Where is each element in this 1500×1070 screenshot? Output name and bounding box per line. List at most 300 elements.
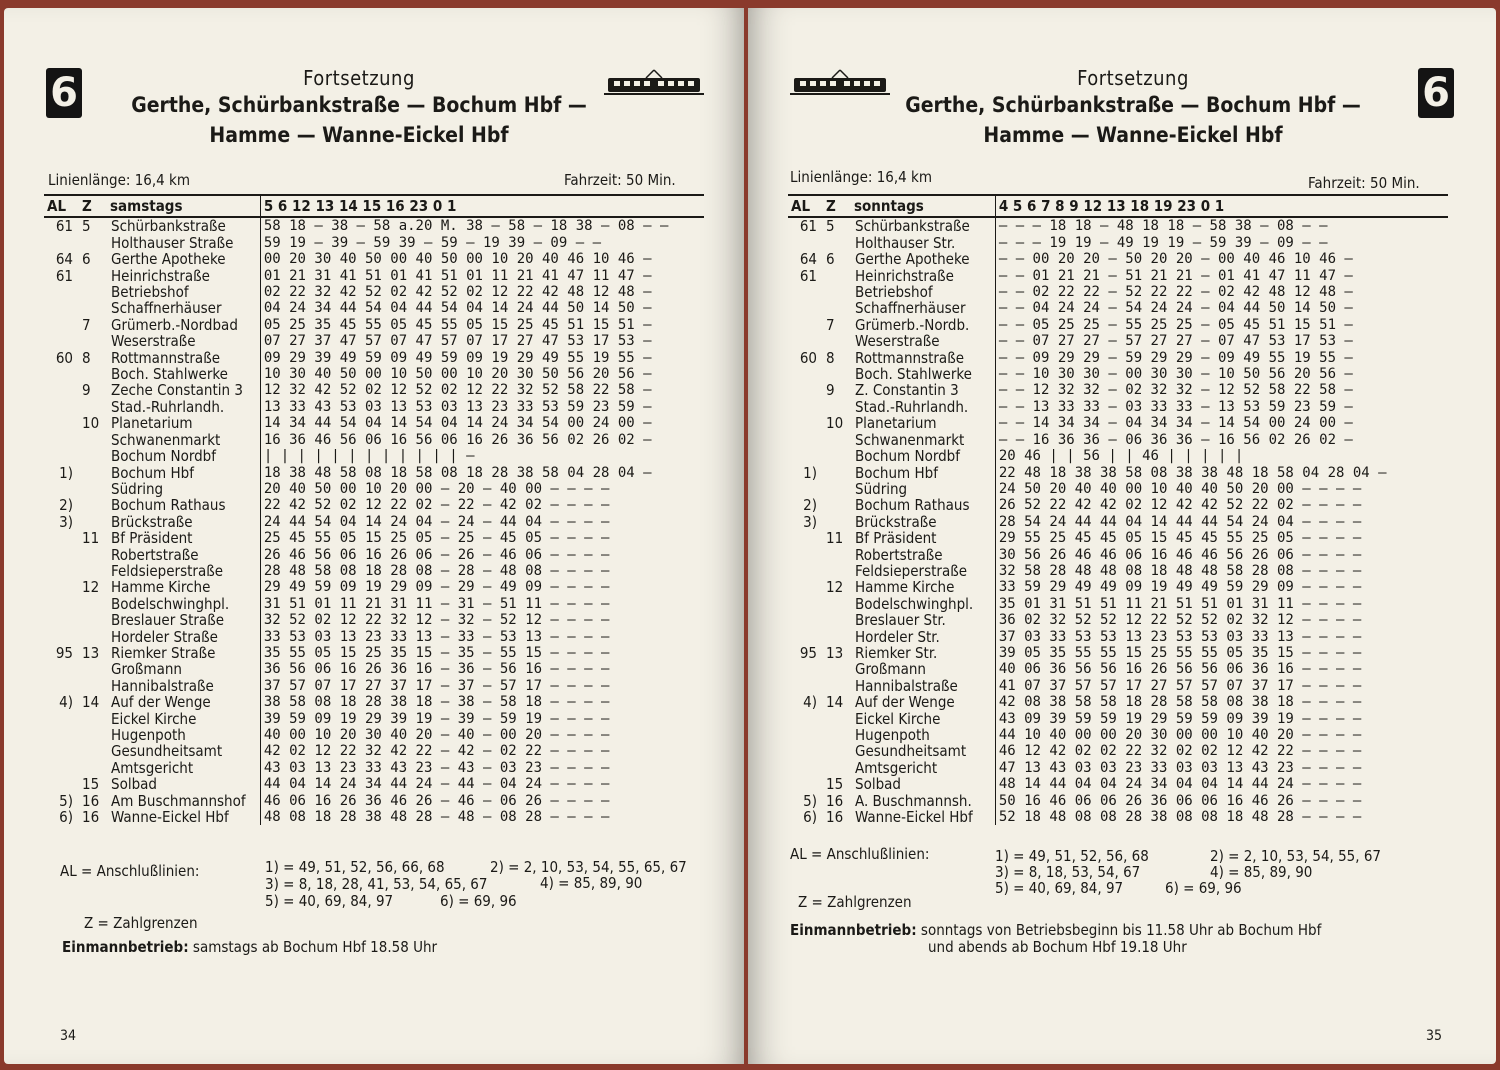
cell-station: Gesundheitsamt xyxy=(111,742,223,761)
table-row xyxy=(788,465,1448,481)
cell-al xyxy=(788,629,823,645)
cell-z: 8 xyxy=(826,348,835,367)
cell-times: — — 04 24 24 — 54 24 24 — 04 44 50 14 50 — xyxy=(995,300,1448,316)
table-row xyxy=(44,481,704,497)
al-note-1: 1) = 49, 51, 52, 56, 66, 68 xyxy=(265,858,445,876)
cell-times: 26 46 56 06 16 26 06 — 26 — 46 06 — — — — xyxy=(260,547,704,563)
cell-z xyxy=(79,547,107,563)
cell-z: 7 xyxy=(82,315,91,334)
cell-al xyxy=(788,235,823,251)
cell-station: Betriebshof xyxy=(855,283,933,302)
cell-times: 10 30 40 50 00 10 50 00 10 20 30 50 56 20 56 — xyxy=(260,366,704,382)
table-row xyxy=(788,579,1448,595)
cell-station: Auf der Wenge xyxy=(111,693,211,712)
cell-station: Hannibalstraße xyxy=(855,676,958,695)
cell-station: Bochum Hbf xyxy=(111,463,194,482)
cell-times: 25 45 55 05 15 25 05 — 25 — 45 05 — — — — xyxy=(260,530,704,546)
cell-times: — — 00 20 20 — 50 20 20 — 00 40 46 10 46 — xyxy=(995,251,1448,267)
cell-station: Weserstraße xyxy=(111,332,196,351)
col-z: Z xyxy=(823,195,851,217)
table-row xyxy=(44,399,704,415)
travel-time: Fahrzeit: 50 Min. xyxy=(564,171,676,189)
table-row xyxy=(44,497,704,513)
cell-station: Bochum Hbf xyxy=(855,463,938,482)
cell-al xyxy=(788,563,823,579)
cell-station: Gerthe Apotheke xyxy=(855,250,970,269)
cell-al: 61 xyxy=(55,217,73,236)
cell-z: 16 xyxy=(82,808,100,827)
cell-station: Feldsieperstraße xyxy=(111,561,224,580)
table-row xyxy=(44,268,704,284)
cell-z: 10 xyxy=(82,414,100,433)
cell-station: Z. Constantin 3 xyxy=(855,381,959,400)
cell-times: 32 58 28 48 48 08 18 48 48 58 28 08 — — — — xyxy=(995,563,1448,579)
z-legend: Z = Zahlgrenzen xyxy=(798,893,912,911)
cell-al: 4) xyxy=(59,693,73,712)
cell-al xyxy=(44,547,79,563)
table-row xyxy=(44,776,704,792)
cell-times: — — 07 27 27 — 57 27 27 — 07 47 53 17 53 — xyxy=(995,333,1448,349)
table-row xyxy=(44,596,704,612)
cell-al xyxy=(44,399,79,415)
cell-al xyxy=(788,530,823,546)
table-row xyxy=(44,217,704,234)
cell-al xyxy=(44,300,79,316)
table-row xyxy=(44,465,704,481)
cell-station: Stad.-Ruhrlandh. xyxy=(855,397,969,416)
cell-z: 11 xyxy=(826,529,844,548)
cell-al xyxy=(44,661,79,677)
cell-al xyxy=(788,399,823,415)
cell-times: 31 51 01 11 21 31 11 — 31 — 51 11 — — — — xyxy=(260,596,704,612)
cell-z: 12 xyxy=(826,578,844,597)
al-note-5: 5) = 40, 69, 84, 97 xyxy=(265,892,394,910)
table-row xyxy=(788,661,1448,677)
cell-station: Bf Präsident xyxy=(855,529,937,548)
cell-times: — — 02 22 22 — 52 22 22 — 02 42 48 12 48 — xyxy=(995,284,1448,300)
cell-z xyxy=(79,563,107,579)
cell-station: Gesundheitsamt xyxy=(855,742,967,761)
cell-al xyxy=(788,612,823,628)
cell-times: 33 53 03 13 23 33 13 — 33 — 53 13 — — — — xyxy=(260,629,704,645)
cell-al: 60 xyxy=(55,348,73,367)
table-row xyxy=(788,382,1448,398)
cell-station: Zeche Constantin 3 xyxy=(111,381,243,400)
cell-z xyxy=(823,612,851,628)
table-row xyxy=(44,793,704,809)
table-row xyxy=(44,317,704,333)
tram-icon xyxy=(604,68,704,98)
al-note-1: 1) = 49, 51, 52, 56, 68 xyxy=(995,847,1149,865)
cell-al xyxy=(44,678,79,694)
cell-al xyxy=(44,711,79,727)
cell-times: 59 19 — 39 — 59 39 — 59 — 19 39 — 09 — — xyxy=(260,235,704,251)
table-row xyxy=(788,481,1448,497)
cell-times: 44 04 14 24 34 44 24 — 44 — 04 24 — — — — xyxy=(260,776,704,792)
table-row xyxy=(44,612,704,628)
cell-station: Bochum Nordbf xyxy=(855,447,960,466)
cell-times: 37 03 33 53 53 13 23 53 53 03 33 13 — — — — xyxy=(995,629,1448,645)
cell-times: 28 54 24 44 44 04 14 44 44 54 24 04 — — — — xyxy=(995,514,1448,530)
cell-times: 37 57 07 17 27 37 17 — 37 — 57 17 — — — — xyxy=(260,678,704,694)
cell-station: Schürbankstraße xyxy=(111,217,226,236)
table-row xyxy=(788,678,1448,694)
cell-z: 13 xyxy=(82,643,100,662)
cell-z: 9 xyxy=(82,381,91,400)
cell-z xyxy=(823,333,851,349)
page-number: 35 xyxy=(1425,1028,1442,1044)
line-number-badge: 6 xyxy=(1418,68,1454,118)
one-man-text: samstags ab Bochum Hbf 18.58 Uhr xyxy=(192,938,438,956)
cell-times: 33 59 29 49 49 09 19 49 49 59 29 09 — — — — xyxy=(995,579,1448,595)
table-row xyxy=(788,251,1448,267)
cell-station: Hamme Kirche xyxy=(855,578,955,597)
route-line-2: Hamme — Wanne-Eickel Hbf xyxy=(209,123,509,147)
table-row xyxy=(44,382,704,398)
cell-z xyxy=(79,629,107,645)
cell-times: — — 09 29 29 — 59 29 29 — 09 49 55 19 55 — xyxy=(995,350,1448,366)
cell-times: 39 05 35 55 55 15 25 55 55 05 35 15 — — — — xyxy=(995,645,1448,661)
table-row xyxy=(44,350,704,366)
cell-z: 15 xyxy=(826,775,844,794)
cell-z: 6 xyxy=(826,250,835,269)
cell-al xyxy=(788,596,823,612)
cell-times: — — 14 34 34 — 04 34 34 — 14 54 00 24 00 — xyxy=(995,415,1448,431)
route-line-2: Hamme — Wanne-Eickel Hbf xyxy=(983,123,1283,147)
cell-al xyxy=(44,415,79,431)
cell-station: Bochum Rathaus xyxy=(111,496,226,515)
cell-al: 2) xyxy=(803,496,817,515)
cell-z xyxy=(823,727,851,743)
table-row xyxy=(44,366,704,382)
cell-z xyxy=(823,563,851,579)
cell-station: Eickel Kirche xyxy=(111,709,197,728)
table-row xyxy=(44,579,704,595)
table-row xyxy=(788,448,1448,464)
cell-al xyxy=(44,563,79,579)
al-note-4: 4) = 85, 89, 90 xyxy=(1210,863,1313,881)
table-row xyxy=(788,514,1448,530)
one-man-label: Einmannbetrieb: xyxy=(790,921,917,939)
table-row xyxy=(788,809,1448,825)
cell-z xyxy=(823,760,851,776)
table-row xyxy=(788,793,1448,809)
cell-al: 95 xyxy=(55,643,73,662)
cell-al xyxy=(788,776,823,792)
cell-al xyxy=(44,317,79,333)
cell-z: 16 xyxy=(826,808,844,827)
cell-station: Boch. Stahlwerke xyxy=(855,365,972,384)
table-row xyxy=(44,448,704,464)
cell-z xyxy=(823,465,851,481)
table-row xyxy=(788,711,1448,727)
cell-station: Grümerb.-Nordb. xyxy=(855,315,970,334)
timetable-sunday xyxy=(788,194,1448,825)
cell-station: Brückstraße xyxy=(855,512,937,531)
table-row xyxy=(788,366,1448,382)
continuation-label: Fortsetzung xyxy=(303,66,415,90)
col-day: samstags xyxy=(107,195,260,217)
cell-z xyxy=(823,268,851,284)
left-page xyxy=(4,8,744,1064)
cell-times: 18 38 48 58 08 18 58 08 18 28 38 58 04 28 04 — xyxy=(260,465,704,481)
cell-z xyxy=(79,514,107,530)
table-row xyxy=(788,629,1448,645)
cell-z xyxy=(823,481,851,497)
cell-al xyxy=(44,448,79,464)
cell-station: Bodelschwinghpl. xyxy=(855,594,974,613)
table-row xyxy=(788,776,1448,792)
cell-z xyxy=(79,268,107,284)
cell-station: Riemker Straße xyxy=(111,643,216,662)
cell-z xyxy=(823,300,851,316)
table-row xyxy=(788,217,1448,234)
cell-z: 9 xyxy=(826,381,835,400)
cell-times: 20 46 | | 56 | | 46 | | | | | xyxy=(995,448,1448,464)
cell-z xyxy=(823,399,851,415)
cell-al xyxy=(788,448,823,464)
cell-al xyxy=(44,776,79,792)
cell-al xyxy=(44,629,79,645)
al-note-3: 3) = 8, 18, 53, 54, 67 xyxy=(995,863,1141,881)
cell-al: 64 xyxy=(55,250,73,269)
table-header-row xyxy=(788,195,1448,217)
col-z: Z xyxy=(79,195,107,217)
cell-z: 12 xyxy=(82,578,100,597)
cell-times: — — 12 32 32 — 02 32 32 — 12 52 58 22 58 — xyxy=(995,382,1448,398)
table-row xyxy=(788,612,1448,628)
cell-al: 60 xyxy=(799,348,817,367)
cell-z: 14 xyxy=(82,693,100,712)
cell-station: Betriebshof xyxy=(111,283,189,302)
timetable-saturday xyxy=(44,194,704,825)
cell-z: 7 xyxy=(826,315,835,334)
route-line-1: Gerthe, Schürbankstraße — Bochum Hbf — xyxy=(131,93,587,117)
cell-station: Hordeler Str. xyxy=(855,627,940,646)
cell-al xyxy=(788,743,823,759)
cell-station: Südring xyxy=(855,479,908,498)
cell-z xyxy=(79,399,107,415)
cell-station: Brückstraße xyxy=(111,512,193,531)
cell-times: 43 09 39 59 59 19 29 59 59 09 39 19 — — — — xyxy=(995,711,1448,727)
cell-al xyxy=(44,432,79,448)
cell-al: 95 xyxy=(799,643,817,662)
cell-station: Bochum Nordbf xyxy=(111,447,216,466)
table-row xyxy=(788,563,1448,579)
table-row xyxy=(44,333,704,349)
cell-al xyxy=(788,547,823,563)
table-row xyxy=(788,268,1448,284)
al-note-6: 6) = 69, 96 xyxy=(1165,879,1242,897)
cell-al xyxy=(788,333,823,349)
cell-times: 24 50 20 40 40 00 10 40 40 50 20 00 — — — — xyxy=(995,481,1448,497)
table-row xyxy=(44,530,704,546)
one-man-text-1: sonntags von Betriebsbeginn bis 11.58 Uhr ab Bochum Hbf xyxy=(920,921,1322,939)
cell-al xyxy=(788,415,823,431)
cell-times: 28 48 58 08 18 28 08 — 28 — 48 08 — — — — xyxy=(260,563,704,579)
table-row xyxy=(788,300,1448,316)
cell-z xyxy=(79,366,107,382)
cell-times: — — — 19 19 — 49 19 19 — 59 39 — 09 — — xyxy=(995,235,1448,251)
cell-times: 04 24 34 44 54 04 44 54 04 14 24 44 50 14 50 — xyxy=(260,300,704,316)
one-man-note xyxy=(790,922,1321,939)
cell-station: Hordeler Straße xyxy=(111,627,218,646)
cell-z xyxy=(79,333,107,349)
line-length: Linienlänge: 16,4 km xyxy=(790,168,932,186)
cell-station: Großmann xyxy=(111,660,182,679)
cell-times: — — 01 21 21 — 51 21 21 — 01 41 47 11 47 — xyxy=(995,268,1448,284)
route-line-1: Gerthe, Schürbankstraße — Bochum Hbf — xyxy=(905,93,1361,117)
cell-z xyxy=(823,448,851,464)
al-note-2: 2) = 2, 10, 53, 54, 55, 65, 67 xyxy=(490,858,687,876)
table-row xyxy=(788,497,1448,513)
cell-station: Holthauser Str. xyxy=(855,233,956,252)
cell-times: 36 02 32 52 52 12 22 52 52 02 32 12 — — — — xyxy=(995,612,1448,628)
cell-al: 64 xyxy=(799,250,817,269)
cell-al: 61 xyxy=(55,266,73,285)
cell-al: 1) xyxy=(803,463,817,482)
table-row xyxy=(788,694,1448,710)
cell-al: 4) xyxy=(803,693,817,712)
table-row xyxy=(788,284,1448,300)
cell-station: Schürbankstraße xyxy=(855,217,970,236)
cell-al xyxy=(788,727,823,743)
table-row xyxy=(44,563,704,579)
table-row xyxy=(44,694,704,710)
cell-al xyxy=(44,760,79,776)
al-note-6: 6) = 69, 96 xyxy=(440,892,517,910)
cell-times: 35 01 31 51 51 11 21 51 51 01 31 11 — — — — xyxy=(995,596,1448,612)
cell-times: 44 10 40 00 00 20 30 00 00 10 40 20 — — — — xyxy=(995,727,1448,743)
cell-z xyxy=(823,596,851,612)
table-row xyxy=(788,727,1448,743)
cell-z: 5 xyxy=(826,217,835,236)
cell-times: 46 12 42 02 02 22 32 02 02 12 42 22 — — — — xyxy=(995,743,1448,759)
cell-times: 48 14 44 04 04 24 34 04 04 14 44 24 — — — — xyxy=(995,776,1448,792)
cell-al xyxy=(788,678,823,694)
cell-times: 30 56 26 46 46 06 16 46 46 56 26 06 — — — — xyxy=(995,547,1448,563)
cell-al xyxy=(788,579,823,595)
cell-z xyxy=(823,678,851,694)
table-row xyxy=(788,235,1448,251)
cell-al: 6) xyxy=(59,808,73,827)
z-legend: Z = Zahlgrenzen xyxy=(84,914,198,932)
cell-station: Planetarium xyxy=(855,414,937,433)
table-row xyxy=(44,235,704,251)
cell-times: 32 52 02 12 22 32 12 — 32 — 52 12 — — — — xyxy=(260,612,704,628)
cell-times: 01 21 31 41 51 01 41 51 01 11 21 41 47 11 47 — xyxy=(260,268,704,284)
cell-station: Rottmannstraße xyxy=(855,348,964,367)
table-row xyxy=(44,415,704,431)
cell-times: 41 07 37 57 57 17 27 57 57 07 37 17 — — — — xyxy=(995,678,1448,694)
cell-z xyxy=(823,284,851,300)
table-row xyxy=(44,727,704,743)
cell-z xyxy=(823,661,851,677)
col-al: AL xyxy=(788,195,823,217)
cell-z xyxy=(823,514,851,530)
al-note-4: 4) = 85, 89, 90 xyxy=(540,874,643,892)
cell-al xyxy=(44,333,79,349)
cell-times: 22 48 18 38 38 58 08 38 38 48 18 58 04 28 04 — xyxy=(995,465,1448,481)
cell-times: 29 49 59 09 19 29 09 — 29 — 49 09 — — — — xyxy=(260,579,704,595)
cell-al xyxy=(788,284,823,300)
cell-z: 6 xyxy=(82,250,91,269)
cell-times: — — — 18 18 — 48 18 18 — 58 38 — 08 — — xyxy=(995,217,1448,234)
table-row xyxy=(44,629,704,645)
table-row xyxy=(788,760,1448,776)
cell-times: 16 36 46 56 06 16 56 06 16 26 36 56 02 26 02 — xyxy=(260,432,704,448)
cell-z xyxy=(823,497,851,513)
cell-station: Solbad xyxy=(111,775,157,794)
line-length: Linienlänge: 16,4 km xyxy=(48,171,190,189)
table-row xyxy=(44,514,704,530)
table-row xyxy=(788,432,1448,448)
cell-times: 07 27 37 47 57 07 47 57 07 17 27 47 53 17 53 — xyxy=(260,333,704,349)
cell-al: 3) xyxy=(59,512,73,531)
cell-al xyxy=(788,432,823,448)
cell-z xyxy=(79,284,107,300)
table-row xyxy=(788,645,1448,661)
cell-z xyxy=(79,612,107,628)
cell-times: 22 42 52 02 12 22 02 — 22 — 42 02 — — — — xyxy=(260,497,704,513)
cell-z xyxy=(79,760,107,776)
cell-al xyxy=(44,366,79,382)
one-man-label: Einmannbetrieb: xyxy=(62,938,189,956)
cell-al: 1) xyxy=(59,463,73,482)
cell-al: 2) xyxy=(59,496,73,515)
table-row xyxy=(44,645,704,661)
cell-station: Bodelschwinghpl. xyxy=(111,594,230,613)
cell-times: 42 08 38 58 58 18 28 58 58 08 38 18 — — — — xyxy=(995,694,1448,710)
right-header xyxy=(898,66,1368,150)
cell-al xyxy=(788,366,823,382)
cell-station: Boch. Stahlwerke xyxy=(111,365,228,384)
table-row xyxy=(44,809,704,825)
cell-times: 38 58 08 18 28 38 18 — 38 — 58 18 — — — — xyxy=(260,694,704,710)
cell-al xyxy=(788,382,823,398)
cell-z: 10 xyxy=(826,414,844,433)
cell-z xyxy=(79,235,107,251)
cell-station: Amtsgericht xyxy=(855,758,938,777)
cell-times: 13 33 43 53 03 13 53 03 13 23 33 53 59 23 59 — xyxy=(260,399,704,415)
cell-times: 46 06 16 26 36 46 26 — 46 — 06 26 — — — — xyxy=(260,793,704,809)
cell-station: Solbad xyxy=(855,775,901,794)
cell-station: Schaffnerhäuser xyxy=(855,299,966,318)
cell-z xyxy=(79,711,107,727)
cell-station: Holthauser Straße xyxy=(111,233,234,252)
cell-al xyxy=(788,711,823,727)
cell-times: 35 55 05 15 25 35 15 — 35 — 55 15 — — — — xyxy=(260,645,704,661)
table-row xyxy=(788,333,1448,349)
cell-al: 61 xyxy=(799,266,817,285)
cell-z xyxy=(823,629,851,645)
cell-z xyxy=(823,432,851,448)
cell-times: — — 10 30 30 — 00 30 30 — 10 50 56 20 56 — xyxy=(995,366,1448,382)
cell-station: A. Buschmannsh. xyxy=(855,791,972,810)
cell-times: 40 06 36 56 56 16 26 56 56 06 36 16 — — — — xyxy=(995,661,1448,677)
cell-z xyxy=(79,743,107,759)
cell-z xyxy=(823,235,851,251)
cell-z: 14 xyxy=(826,693,844,712)
cell-times: 40 00 10 20 30 40 20 — 40 — 00 20 — — — — xyxy=(260,727,704,743)
cell-times: 42 02 12 22 32 42 22 — 42 — 02 22 — — — — xyxy=(260,743,704,759)
table-row xyxy=(44,284,704,300)
cell-times: 39 59 09 19 29 39 19 — 39 — 59 19 — — — — xyxy=(260,711,704,727)
col-al: AL xyxy=(44,195,79,217)
cell-times: 02 22 32 42 52 02 42 52 02 12 22 42 48 12 48 — xyxy=(260,284,704,300)
cell-al: 5) xyxy=(803,791,817,810)
one-man-text-2: und abends ab Bochum Hbf 19.18 Uhr xyxy=(928,938,1187,956)
